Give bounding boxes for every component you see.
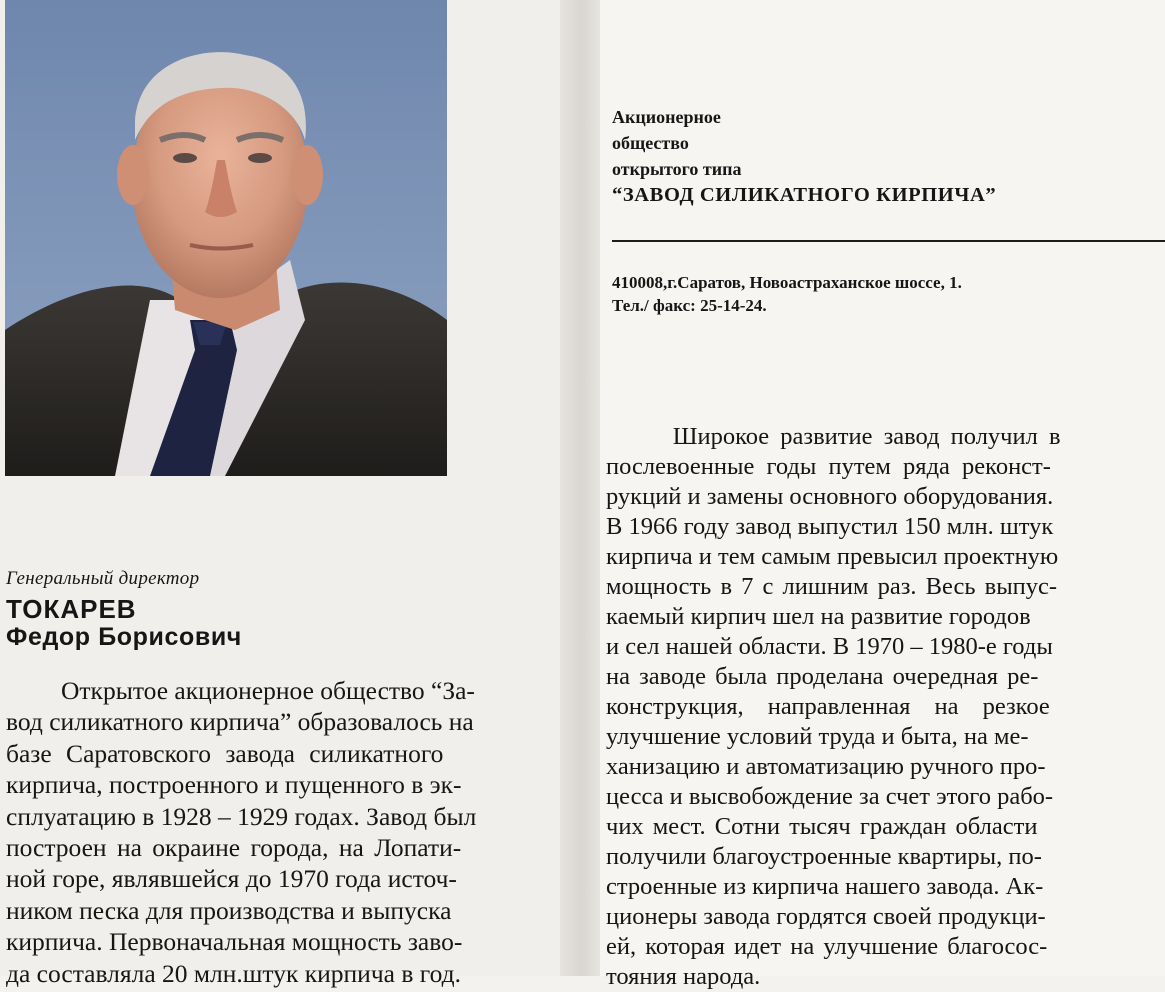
caption-name: Федор Борисович [6,623,242,651]
caption-role: Генеральный директор [6,568,200,589]
text-line: ционеры завода гордятся своей продукци- [606,903,1046,930]
text-line: чих мест. Сотни тысяч граждан области [606,813,1038,840]
right-column-text [606,422,1165,992]
text-line: вод силикатного кирпича” образовалось на [6,707,474,737]
text-line: кирпича и тем самым превысил проектную [606,543,1059,570]
text-line: Широкое развитие завод получил в [606,423,1061,450]
phone-fax-line: Тел./ факс: 25-14-24. [612,296,767,315]
company-line: общество [612,133,689,153]
text-line: кирпича. Первоначальная мощность заво- [6,927,463,957]
caption-surname: ТОКАРЕВ [6,594,137,624]
text-line: да составляла 20 млн.штук кирпича в год. [6,958,461,988]
text-line: ей, которая идет на улучшение благосос- [606,933,1048,960]
text-line: строенные из кирпича нашего завода. Ак- [606,873,1044,900]
company-header [612,104,996,208]
text-line: построен на окраине города, на Лопати- [6,833,462,863]
text-line: ником песка для производства и выпуска [6,895,452,925]
text-line: цесса и высвобождение за счет этого рабо- [606,783,1054,810]
text-line: базе Саратовского завода силикатного [6,738,444,768]
company-line: открытого типа [612,159,742,179]
text-line: каемый кирпич шел на развитие городов [606,603,1031,630]
header-rule [612,240,1165,242]
text-line: мощность в 7 с лишним раз. Весь выпус- [606,573,1058,600]
director-portrait [5,0,447,476]
text-line: конструкция, направленная на резкое [606,693,1050,720]
text-line: на заводе была проделана очередная ре- [606,663,1039,690]
company-address [612,271,962,317]
text-line: послевоенные годы путем ряда реконст- [606,453,1051,480]
text-line: В 1966 году завод выпустил 150 млн. штук [606,513,1054,540]
text-line: рукций и замены основного оборудования. [606,483,1054,510]
text-line: ханизацию и автоматизацию ручного про- [606,753,1046,780]
text-line: ной горе, являвшейся до 1970 года источ- [6,864,457,894]
text-line: улучшение условий труда и быта, на ме- [606,723,1029,750]
left-column-text [6,675,561,989]
text-line: Открытое акционерное общество “За- [61,676,475,705]
text-line: и сел нашей области. В 1970 – 1980-е годы [606,633,1053,660]
text-line: получили благоустроенные квартиры, по- [606,843,1042,870]
address-line: 410008,г.Саратов, Новоастраханское шоссе, 1. [612,273,962,292]
left-paragraph [6,675,561,989]
text-line: тояния народа. [606,963,761,990]
text-line: сплуатацию в 1928 – 1929 годах. Завод был [6,801,477,831]
right-paragraph [606,422,1165,992]
text-line: кирпича, построенного и пущенного в эк- [6,770,462,800]
company-name: “ЗАВОД СИЛИКАТНОГО КИРПИЧА” [612,184,997,206]
company-line: Акционерное [612,107,721,127]
